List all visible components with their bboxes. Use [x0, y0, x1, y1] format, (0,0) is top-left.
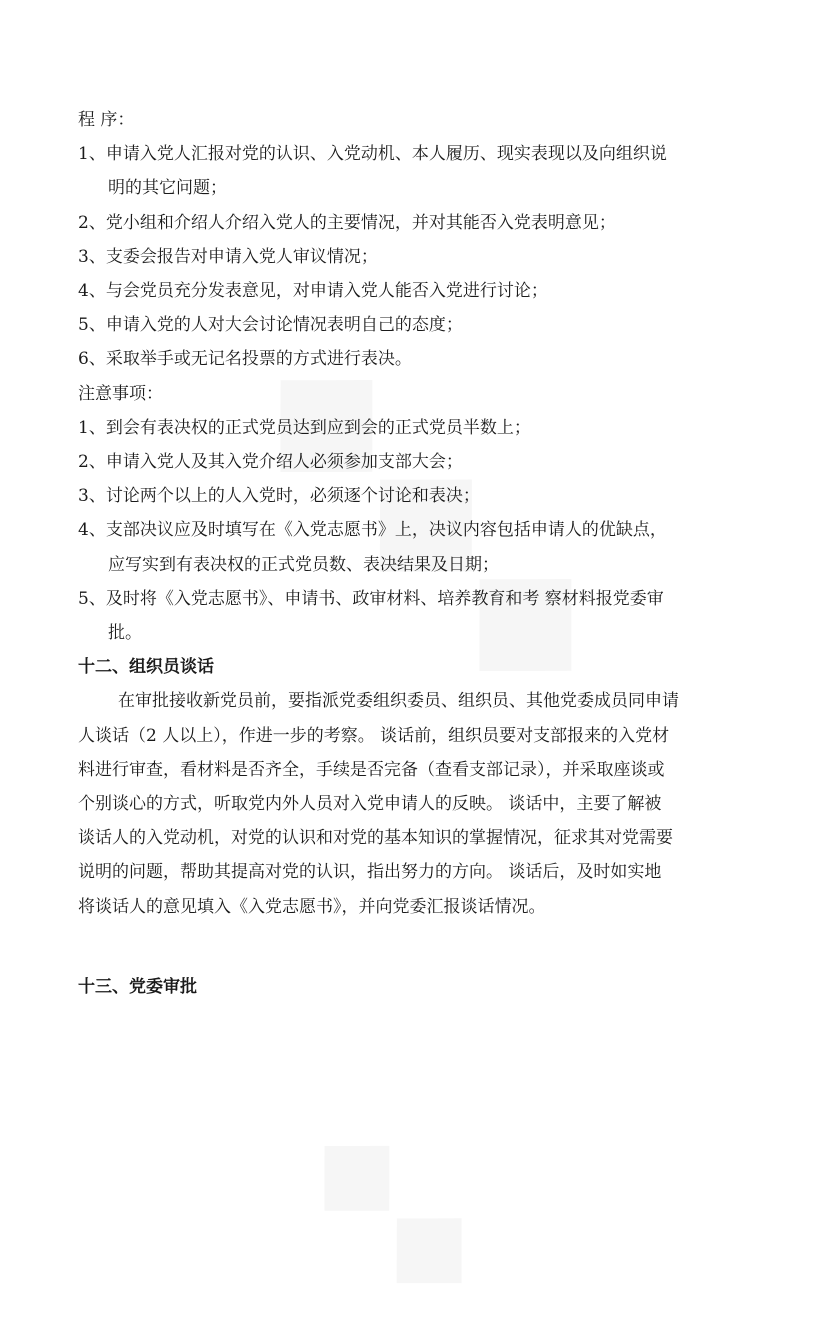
- procedure-item-2: 2、党小组和介绍人介绍入党人的主要情况，并对其能否入党表明意见；: [78, 212, 616, 233]
- paragraph-line: 将谈话人的意见填入《入党志愿书》，并向党委汇报谈话情况。: [78, 896, 546, 917]
- paragraph-line: 谈话人的入党动机，对党的认识和对党的基本知识的掌握情况，征求其对党需要: [78, 828, 673, 849]
- procedure-list: [78, 137, 758, 376]
- procedure-item-5: 5、申请入党的人对大会讨论情况表明自己的态度；: [78, 315, 463, 336]
- notes-list: [78, 411, 758, 650]
- section-12-paragraph: [78, 684, 758, 923]
- notes-item-2: 2、申请入党人及其入党介绍人必须参加支部大会；: [78, 452, 463, 473]
- procedure-item-4: 4、与会党员充分发表意见，对申请入党人能否入党进行讨论；: [78, 281, 548, 302]
- procedure-item-3: 3、支委会报告对申请入党人审议情况；: [78, 246, 378, 267]
- section-13-title: 十三、党委审批: [78, 976, 197, 997]
- notes-item-5-cont: 批。: [108, 623, 142, 644]
- paragraph-line: 说明的问题，帮助其提高对党的认识，指出努力的方向。 谈话后，及时如实地: [78, 862, 662, 883]
- notes-heading: 注意事项：: [78, 383, 163, 404]
- document-body: [78, 103, 758, 1004]
- section-12-title: 十二、组织员谈话: [78, 657, 214, 678]
- notes-item-3: 3、讨论两个以上的人入党时，必须逐个讨论和表决；: [78, 486, 480, 507]
- spacer: [78, 924, 758, 970]
- procedure-item-1-cont: 明的其它问题；: [108, 178, 227, 199]
- notes-item-4: 4、支部决议应及时填写在《入党志愿书》上，决议内容包括申请人的优缺点，: [78, 520, 667, 541]
- watermark: [282, 1090, 525, 1333]
- procedure-item-6: 6、采取举手或无记名投票的方式进行表决。: [78, 349, 412, 370]
- paragraph-line: 在审批接收新党员前，要指派党委组织委员、组织员、其他党委成员同申请: [118, 691, 679, 712]
- paragraph-line: 人谈话（2 人以上），作进一步的考察。 谈话前，组织员要对支部报来的入党材: [78, 725, 670, 746]
- procedure-item-1: 1、申请入党人汇报对党的认识、入党动机、本人履历、现实表现以及向组织说: [78, 144, 667, 165]
- paragraph-line: 料进行审查，看材料是否齐全，手续是否完备（查看支部记录），并采取座谈或: [78, 759, 665, 780]
- procedure-heading: 程 序：: [78, 110, 135, 130]
- notes-item-1: 1、到会有表决权的正式党员达到应到会的正式党员半数上；: [78, 417, 531, 438]
- notes-item-5: 5、及时将《入党志愿书》、申请书、政审材料、培养教育和考 察材料报党委审: [78, 588, 664, 609]
- paragraph-line: 个别谈心的方式，听取党内外人员对入党申请人的反映。 谈话中，主要了解被: [78, 794, 662, 815]
- notes-item-4-cont: 应写实到有表决权的正式党员数、表决结果及日期；: [108, 554, 499, 575]
